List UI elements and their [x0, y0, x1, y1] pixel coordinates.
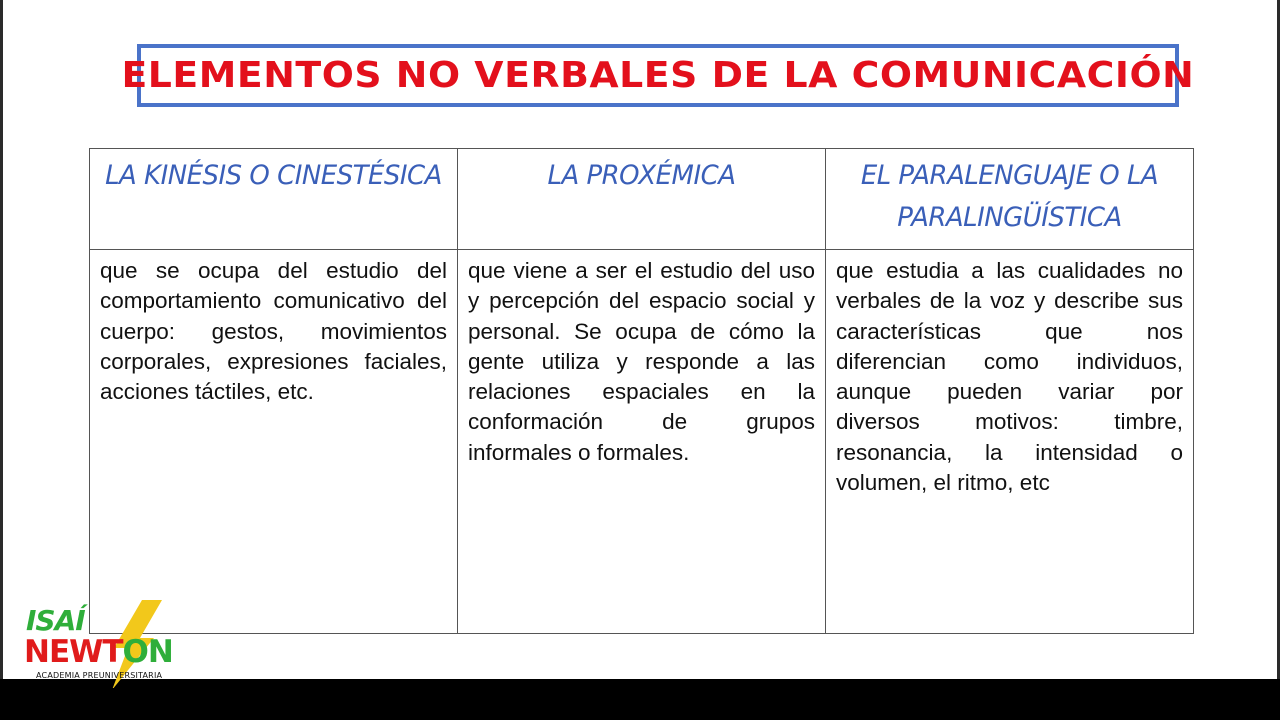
column-header-label: LA KINÉSIS O CINESTÉSICA — [105, 160, 442, 191]
logo-subtitle: ACADEMIA PREUNIVERSITARIA — [36, 671, 163, 680]
header-row — [90, 149, 1194, 250]
logo-line2-red: NEWT — [24, 634, 123, 670]
body-row — [90, 250, 1194, 634]
cell-text: que estudia a las cualidades no verbales de la voz y describe sus características que nos diferencian como individuos, aunque pueden variar por diversos motivos: timbre, resonancia, la intensidad o volumen, el ritmo, etc — [836, 258, 1183, 496]
cell-kinesis — [90, 250, 458, 634]
slide-title: ELEMENTOS NO VERBALES DE LA COMUNICACIÓN — [121, 55, 1195, 96]
logo-line1: ISAÍ — [26, 604, 85, 637]
title-box — [121, 44, 1195, 107]
column-header-proxemica — [458, 149, 826, 250]
column-header-label: EL PARALENGUAJE O LA PARALINGÜÍSTICA — [860, 160, 1159, 233]
logo-line2 — [24, 634, 173, 670]
cell-proxemica — [458, 250, 826, 634]
cell-text: que se ocupa del estudio del comportamiento comunicativo del cuerpo: gestos, movimientos corporales, expresiones faciales, acciones táctiles, etc. — [100, 258, 447, 405]
column-header-kinesis — [90, 149, 458, 250]
cell-paralenguaje — [826, 250, 1194, 634]
cell-text: que viene a ser el estudio del uso y percepción del espacio social y personal. Se ocupa de cómo la gente utiliza y responde a las relaciones espaciales en la conformación de grupos informales o formales. — [468, 258, 815, 465]
comparison-table — [89, 148, 1194, 634]
academy-logo — [22, 598, 197, 688]
column-header-paralenguaje — [826, 149, 1194, 250]
column-header-label: LA PROXÉMICA — [547, 160, 736, 191]
logo-line2-green: ON — [122, 634, 173, 670]
